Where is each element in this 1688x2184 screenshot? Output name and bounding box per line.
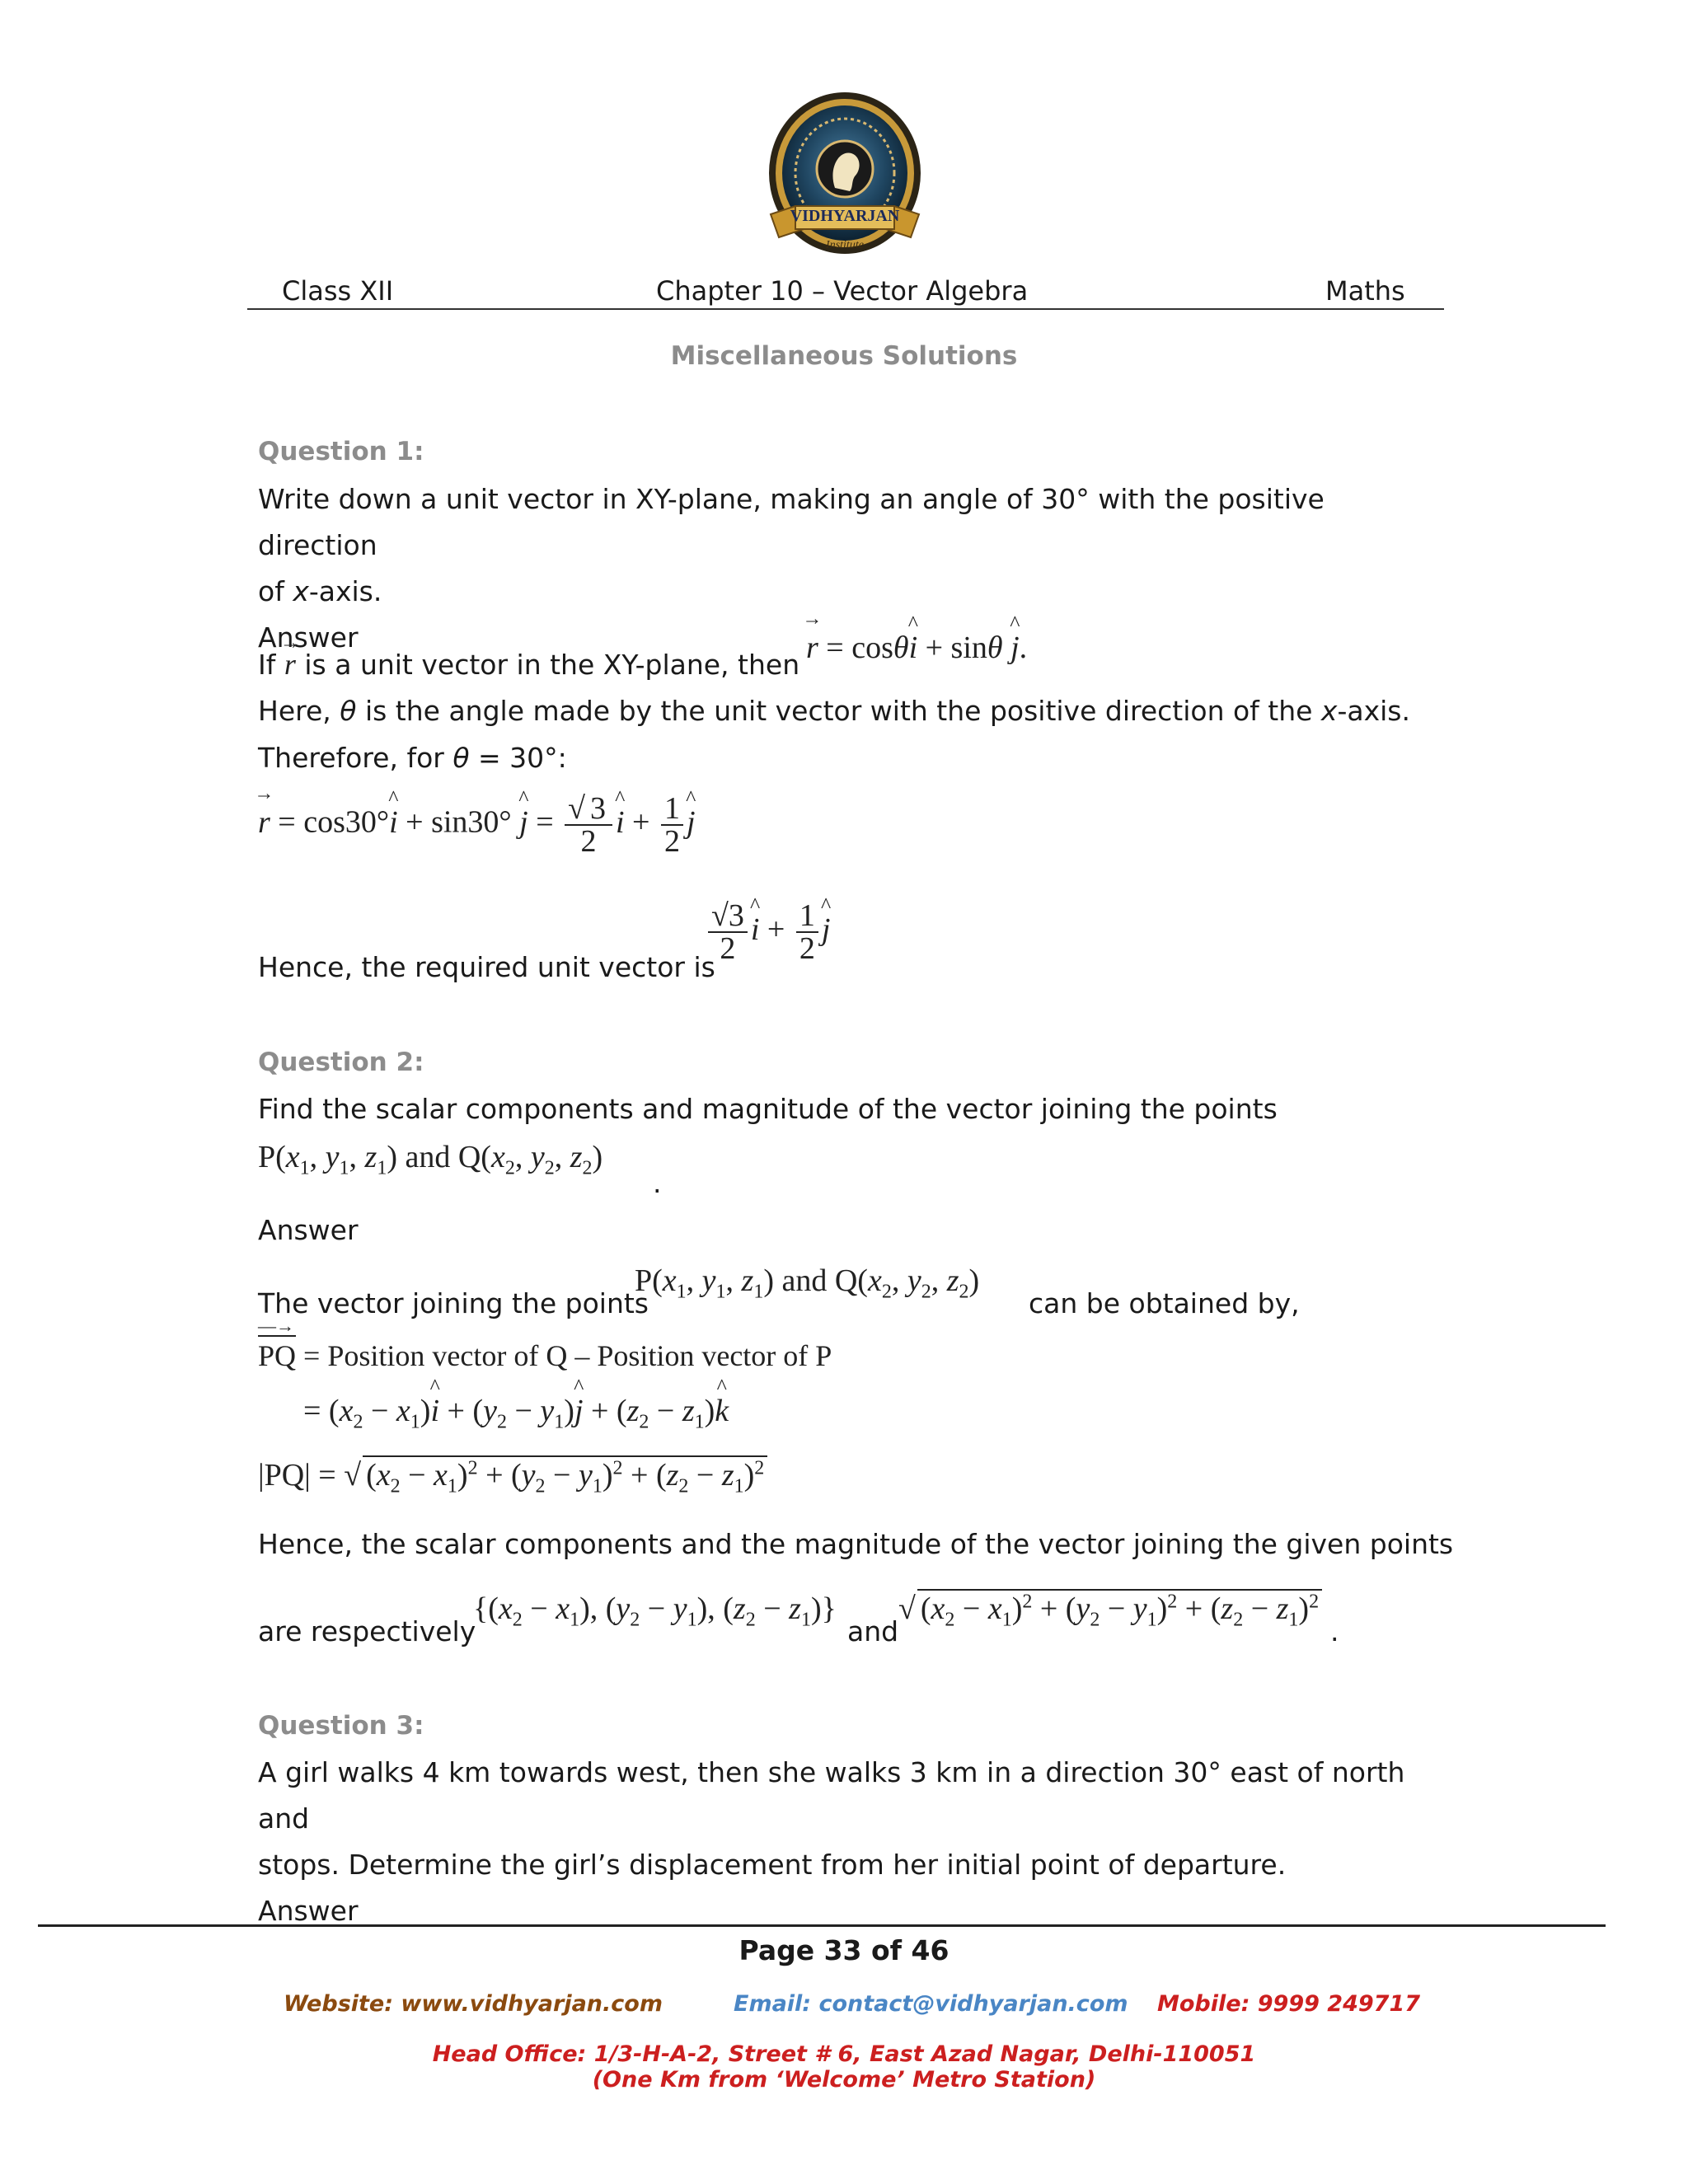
unit-vector-30-formula: r → = cos30°i ^ + sin30° j ^ = $\frac{√ 3}{2}$ i ^ + $\frac{1}{2}$ j ^ — [258, 793, 696, 857]
scalar-components-formula: {$(x_2 - x_1)$, $(y_2 - y_1)$, $(z_2 - z_1)$} — [473, 1591, 837, 1631]
question-2-and: and — [847, 1615, 899, 1647]
points-pq-formula: $P(x_1$, $y_1$, $z_1$) and $Q(x_2$, $y_2$, $z_2$) — [258, 1140, 603, 1179]
footer-office-line-1: Head Office: 1/3-H-A-2, Street # 6, East Azad Nagar, Delhi-110051 — [432, 2041, 1256, 2067]
logo-subtext: Institute — [826, 239, 864, 251]
header-rule — [247, 308, 1444, 310]
header-subject: Maths — [1325, 275, 1405, 307]
question-2-joining-a: The vector joining the points — [258, 1287, 649, 1319]
footer-email: Email: contact@vidhyarjan.com — [734, 1991, 1128, 2017]
pq-components-formula: = $(x_2 - x_1)i$ ^ + $(y_2 - y_1)j$ ^ + $(z_2 - z_1)k$ ^ — [303, 1393, 729, 1434]
question-3-line-2: stops. Determine the girl’s displacement from her initial point of departure. — [258, 1849, 1287, 1881]
question-1-if-line: If r → is a unit vector in the XY-plane, then — [258, 641, 799, 688]
footer-rule — [38, 1924, 1606, 1927]
question-1-line-1: Write down a unit vector in XY-plane, making an angle of 30° with the positive direction — [258, 483, 1325, 561]
magnitude-result-formula: √ $(x_2 - x_1)^2 + (y_2 - y_1)^2 + (z_2 - z_1)^2$ — [898, 1589, 1322, 1632]
header-class: Class XII — [282, 275, 394, 307]
footer-office-line-2: (One Km from ‘Welcome’ Metro Station) — [592, 2067, 1096, 2093]
points-pq-period: . — [653, 1167, 662, 1199]
question-3-answer-label: Answer — [258, 1895, 359, 1927]
unit-vector-result: $\frac{√3}{2}$ i ^ + $\frac{1}{2}$ j ^ — [705, 900, 830, 964]
question-2-hence-line-1: Hence, the scalar components and the magnitude of the vector joining the given points — [258, 1528, 1454, 1560]
question-2-hence-line-2a: are respectively — [258, 1615, 476, 1647]
question-3-title: Question 3: — [258, 1711, 424, 1741]
footer-mobile: Mobile: 9999 249717 — [1157, 1991, 1421, 2017]
logo-text: VIDHYARJAN — [790, 207, 900, 225]
unit-vector-formula: r → = cosθi ^ + sinθ j ^. — [806, 630, 1027, 666]
question-1-title: Question 1: — [258, 437, 424, 466]
logo — [746, 91, 944, 272]
question-2-joining-b: can be obtained by, — [1029, 1287, 1300, 1319]
page-number: Page 33 of 46 — [738, 1934, 950, 1966]
points-pq-inline: $P(x_1$, $y_1$, $z_1$) and $Q(x_2$, $y_2$, $z_2$) — [635, 1263, 980, 1303]
question-2-line-1: Find the scalar components and magnitude of the vector joining the points — [258, 1093, 1278, 1125]
section-title: Miscellaneous Solutions — [670, 341, 1018, 371]
question-1-here-line: Here, θ is the angle made by the unit vector with the positive direction of the x-axis. — [258, 695, 1410, 727]
question-1-therefore-line: Therefore, for θ = 30°: — [258, 742, 567, 774]
header-chapter: Chapter 10 – Vector Algebra — [656, 275, 1029, 307]
question-2-answer-label: Answer — [258, 1214, 359, 1246]
question-3-text — [258, 1750, 1461, 1934]
pq-magnitude-formula: |PQ| = √ $(x_2 - x_1)^2 + (y_2 - y_1)^2 + (z_2 - z_1)^2$ — [258, 1455, 767, 1498]
pq-position-formula: PQ —→ = Position vector of Q – Position vector of P — [258, 1315, 832, 1372]
question-1-line-2: of x-axis. — [258, 575, 382, 607]
question-2-title: Question 2: — [258, 1047, 424, 1077]
footer-website: Website: www.vidhyarjan.com — [284, 1991, 663, 2017]
question-1-hence-line: Hence, the required unit vector is — [258, 951, 715, 983]
question-2-period: . — [1330, 1615, 1339, 1647]
question-1-answer-label: Answer — [258, 621, 359, 654]
question-3-line-1: A girl walks 4 km towards west, then she walks 3 km in a direction 30° east of north and — [258, 1756, 1405, 1835]
vidhyarjan-logo-icon — [746, 91, 944, 272]
